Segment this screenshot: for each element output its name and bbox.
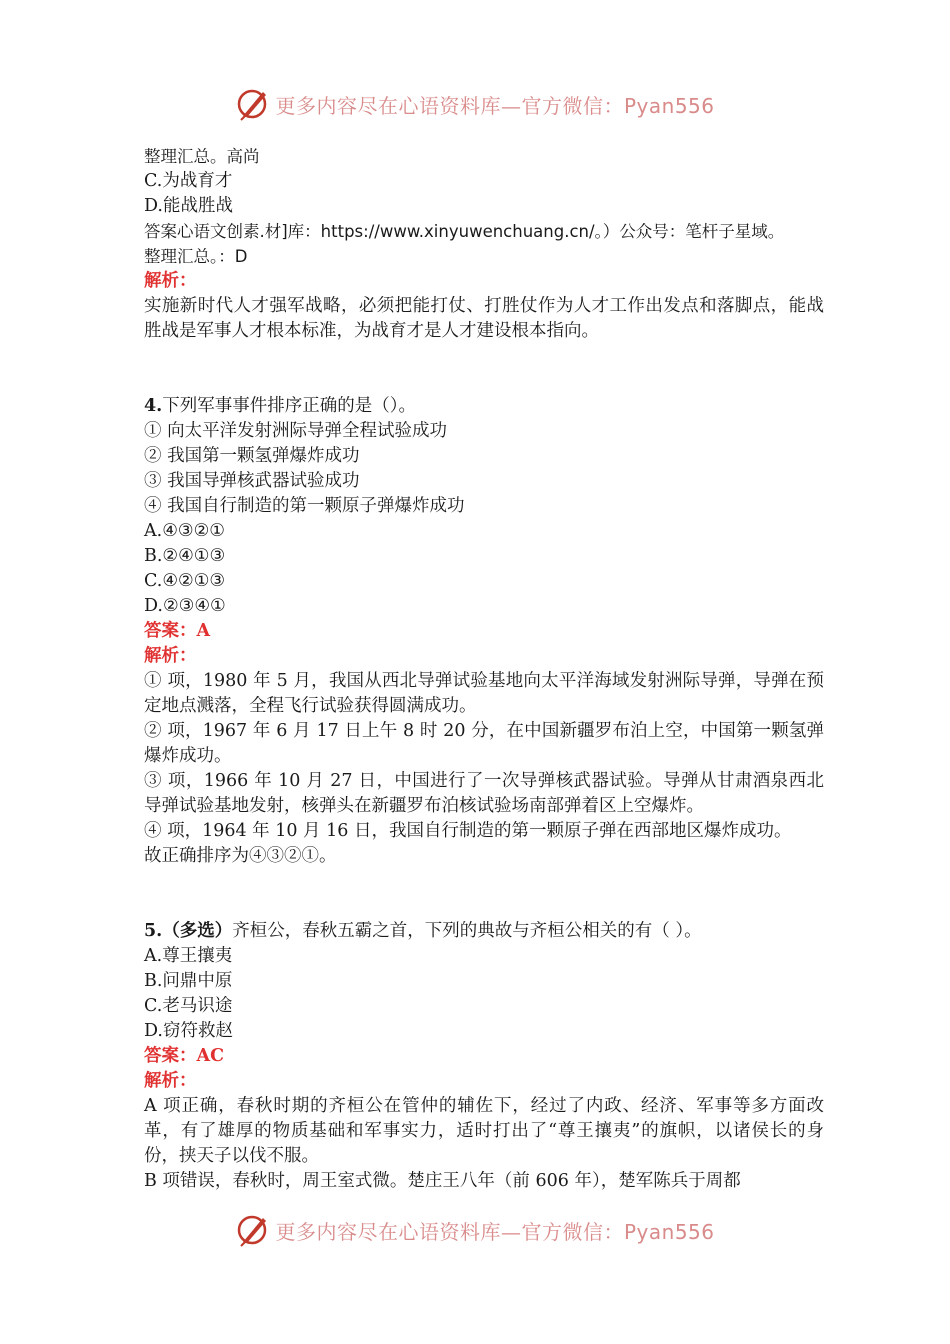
q5-option-c: C.老马识途 [144, 996, 233, 1016]
q5-analysis-paragraph: A 项正确，春秋时期的齐桓公在管仲的辅佐下，经过了内政、经济、军事等多方面改革，有了雄厚的物质基础和军事实力，适时打出了“尊王攘夷”的旗帜，以诸侯长的身份，挟天子以伐不服。 [144, 1096, 824, 1166]
q4-option-d: D.②③④① [144, 596, 226, 616]
q3-analysis-label: 解析： [144, 271, 197, 291]
q5-analysis-label: 解析： [144, 1071, 197, 1091]
q4-analysis-label: 解析： [144, 646, 197, 666]
q4-stem: 4.下列军事事件排序正确的是（）。 [144, 396, 417, 416]
banner-text: 更多内容尽在心语资料库—官方微信：Pyan556 [275, 1219, 715, 1244]
q3-answer-line: 答案心语文创素.材]库：https://www.xinyuwenchuang.cn/。）公众号：笔杆子星域。 [144, 222, 785, 241]
q4-item: ③ 我国导弹核武器试验成功 [144, 471, 360, 491]
q3-option-c: C.为战育才 [144, 171, 233, 191]
q3-option-d: D.能战胜战 [144, 196, 233, 216]
q4-analysis-paragraph: ④ 项，1964 年 10 月 16 日，我国自行制造的第一颗原子弹在西部地区爆炸成功。 [144, 821, 792, 841]
q4-item: ① 向太平洋发射洲际导弹全程试验成功 [144, 421, 448, 441]
q3-analysis: 实施新时代人才强军战略，必须把能打仗、打胜仗作为人才工作出发点和落脚点，能战胜战是军事人才根本标准，为战育才是人才建设根本指向。 [144, 296, 824, 341]
q4-analysis-paragraph: 故正确排序为④③②①。 [144, 846, 337, 866]
q5-analysis-paragraph: B 项错误，春秋时，周王室式微。楚庄王八年（前 606 年），楚军陈兵于周都 [144, 1171, 741, 1191]
q4-analysis-paragraph: ① 项，1980 年 5 月，我国从西北导弹试验基地向太平洋海域发射洲际导弹，导弹在预定地点溅落，全程飞行试验获得圆满成功。 [144, 671, 824, 716]
q4-item: ④ 我国自行制造的第一颗原子弹爆炸成功 [144, 496, 465, 516]
q5-stem: 5.（多选）齐桓公，春秋五霸之首，下列的典故与齐桓公相关的有（ ）。 [144, 921, 702, 941]
q5-option-d: D.窃符救赵 [144, 1021, 233, 1041]
quill-logo-icon [235, 86, 271, 122]
q5-option-b: B.问鼎中原 [144, 971, 233, 991]
q4-answer: 答案：A [144, 621, 211, 641]
q3-continued-text: 整理汇总。高尚 [144, 147, 260, 166]
q5-option-a: A.尊王攘夷 [144, 946, 233, 966]
quill-logo-icon [235, 1212, 271, 1248]
q5-answer: 答案：AC [144, 1046, 225, 1066]
header-banner [0, 82, 950, 126]
q4-item: ② 我国第一颗氢弹爆炸成功 [144, 446, 360, 466]
q4-option-c: C.④②①③ [144, 571, 226, 591]
q4-analysis-paragraph: ② 项，1967 年 6 月 17 日上午 8 时 20 分，在中国新疆罗布泊上空，中国第一颗氢弹爆炸成功。 [144, 721, 824, 766]
banner-text: 更多内容尽在心语资料库—官方微信：Pyan556 [275, 93, 715, 118]
q3-answer-line-2: 整理汇总。：D [144, 247, 248, 266]
footer-banner [0, 1208, 950, 1252]
q4-option-b: B.②④①③ [144, 546, 226, 566]
q4-analysis-paragraph: ③ 项，1966 年 10 月 27 日，中国进行了一次导弹核武器试验。导弹从甘肃酒泉西北导弹试验基地发射，核弹头在新疆罗布泊核试验场南部弹着区上空爆炸。 [144, 771, 824, 816]
document-body [144, 144, 824, 1194]
q4-option-a: A.④③②① [144, 521, 225, 541]
